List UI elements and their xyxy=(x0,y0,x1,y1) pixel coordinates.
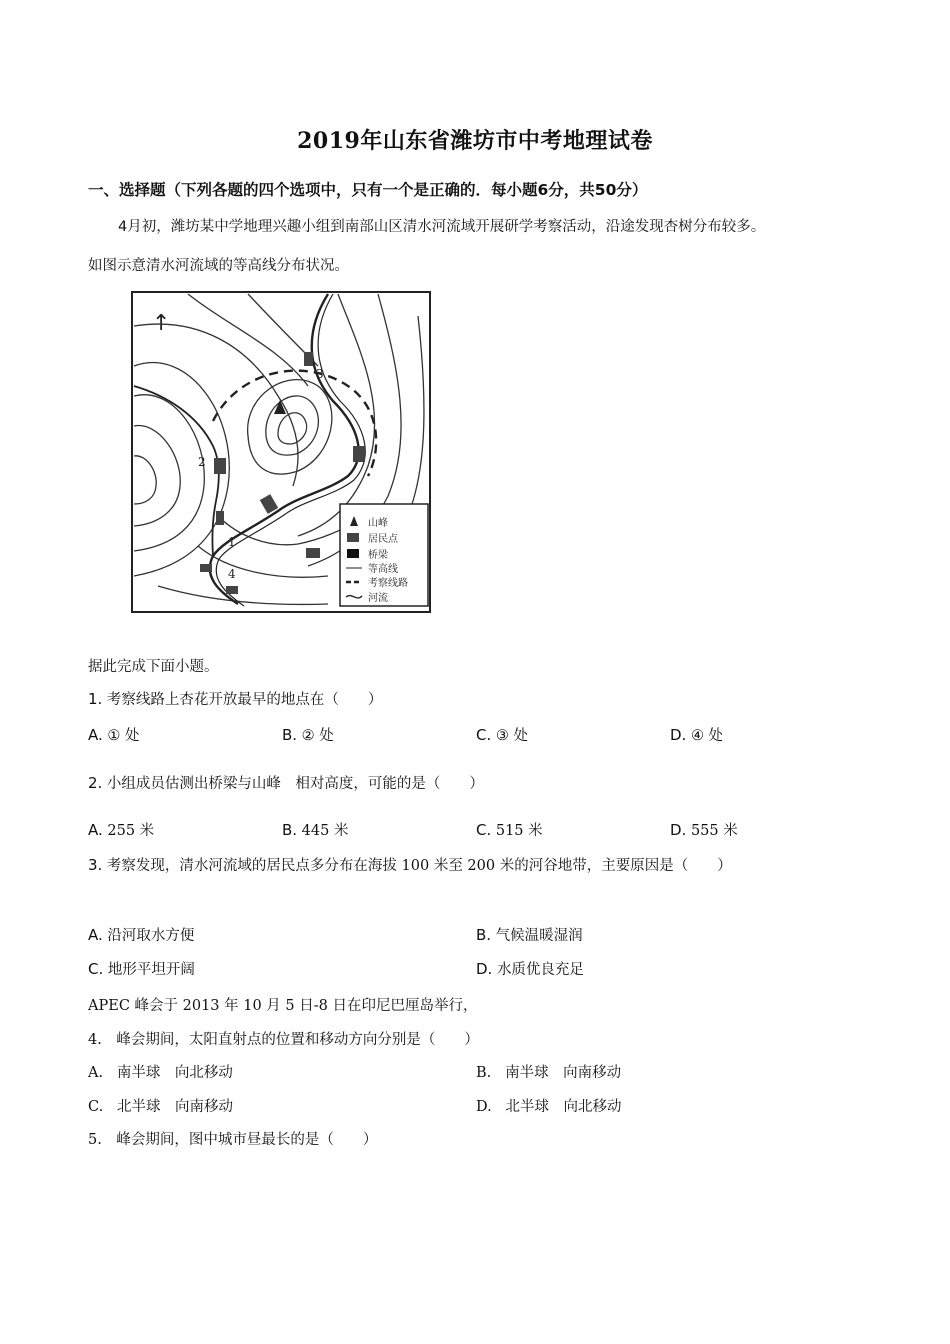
contour-map xyxy=(128,286,434,616)
q1-option-c[interactable]: C. ③ 处 xyxy=(476,726,528,744)
legend-bridge-icon xyxy=(347,549,359,558)
map-legend xyxy=(340,504,428,606)
question-3: 3. 考察发现，清水河流域的居民点多分布在海拔 100 米至 200 米的河谷地带，主要原因是（ ） xyxy=(88,856,732,874)
question-5: 5. 峰会期间，图中城市昼最长的是（ ） xyxy=(88,1132,378,1148)
legend-item: 等高线 xyxy=(368,564,398,575)
apec-intro: APEC 峰会于 2013 年 10 月 5 日-8 日在印尼巴厘岛举行， xyxy=(88,998,478,1014)
legend-item: 山峰 xyxy=(368,518,388,529)
q4-option-a[interactable]: A. 南半球 向北移动 xyxy=(88,1065,233,1081)
intro-line-1: 4月初，潍坊某中学地理兴趣小组到南部山区清水河流域开展研学考察活动，沿途发现杏树分布较多。 xyxy=(118,219,766,235)
q2-option-d[interactable]: D. 555 米 xyxy=(670,821,738,839)
intro-line-2: 如图示意清水河流域的等高线分布状况。 xyxy=(88,258,349,274)
q2-option-c[interactable]: C. 515 米 xyxy=(476,821,543,839)
q1-option-b[interactable]: B. ② 处 xyxy=(282,726,334,744)
legend-settlement-icon xyxy=(347,533,359,542)
question-4: 4. 峰会期间，太阳直射点的位置和移动方向分别是（ ） xyxy=(88,1032,479,1048)
legend-item: 考察线路 xyxy=(368,578,408,589)
q3-option-a[interactable]: A. 沿河取水方便 xyxy=(88,926,195,944)
point-2-label: 2 xyxy=(198,455,206,469)
q4-option-c[interactable]: C. 北半球 向南移动 xyxy=(88,1099,234,1115)
page-title: 2019年山东省潍坊市中考地理试卷 xyxy=(297,128,653,154)
instruction-text: 据此完成下面小题。 xyxy=(88,659,219,675)
q1-option-a[interactable]: A. ① 处 xyxy=(88,726,140,744)
point-1-label: 1 xyxy=(228,535,236,549)
q4-option-d[interactable]: D. 北半球 向北移动 xyxy=(476,1099,622,1115)
point-4-label: 4 xyxy=(228,567,236,581)
question-1: 1. 考察线路上杏花开放最早的地点在（ ） xyxy=(88,690,383,708)
legend-item: 居民点 xyxy=(368,534,398,545)
q2-option-b[interactable]: B. 445 米 xyxy=(282,821,349,839)
section-heading: 一、选择题（下列各题的四个选项中，只有一个是正确的．每小题6分，共50分） xyxy=(88,181,648,199)
q3-option-b[interactable]: B. 气候温暖湿润 xyxy=(476,926,583,944)
q3-option-c[interactable]: C. 地形平坦开阔 xyxy=(88,960,195,978)
q1-option-d[interactable]: D. ④ 处 xyxy=(670,726,724,744)
legend-item: 桥梁 xyxy=(368,550,388,561)
north-arrow-icon: ↑ xyxy=(152,311,171,336)
q3-option-d[interactable]: D. 水质优良充足 xyxy=(476,960,584,978)
q2-option-a[interactable]: A. 255 米 xyxy=(88,821,155,839)
question-2: 2. 小组成员估测出桥梁与山峰 相对高度，可能的是（ ） xyxy=(88,774,484,792)
legend-item: 河流 xyxy=(368,593,388,604)
q4-option-b[interactable]: B. 南半球 向南移动 xyxy=(476,1065,622,1081)
point-3-label: 3 xyxy=(316,367,324,381)
